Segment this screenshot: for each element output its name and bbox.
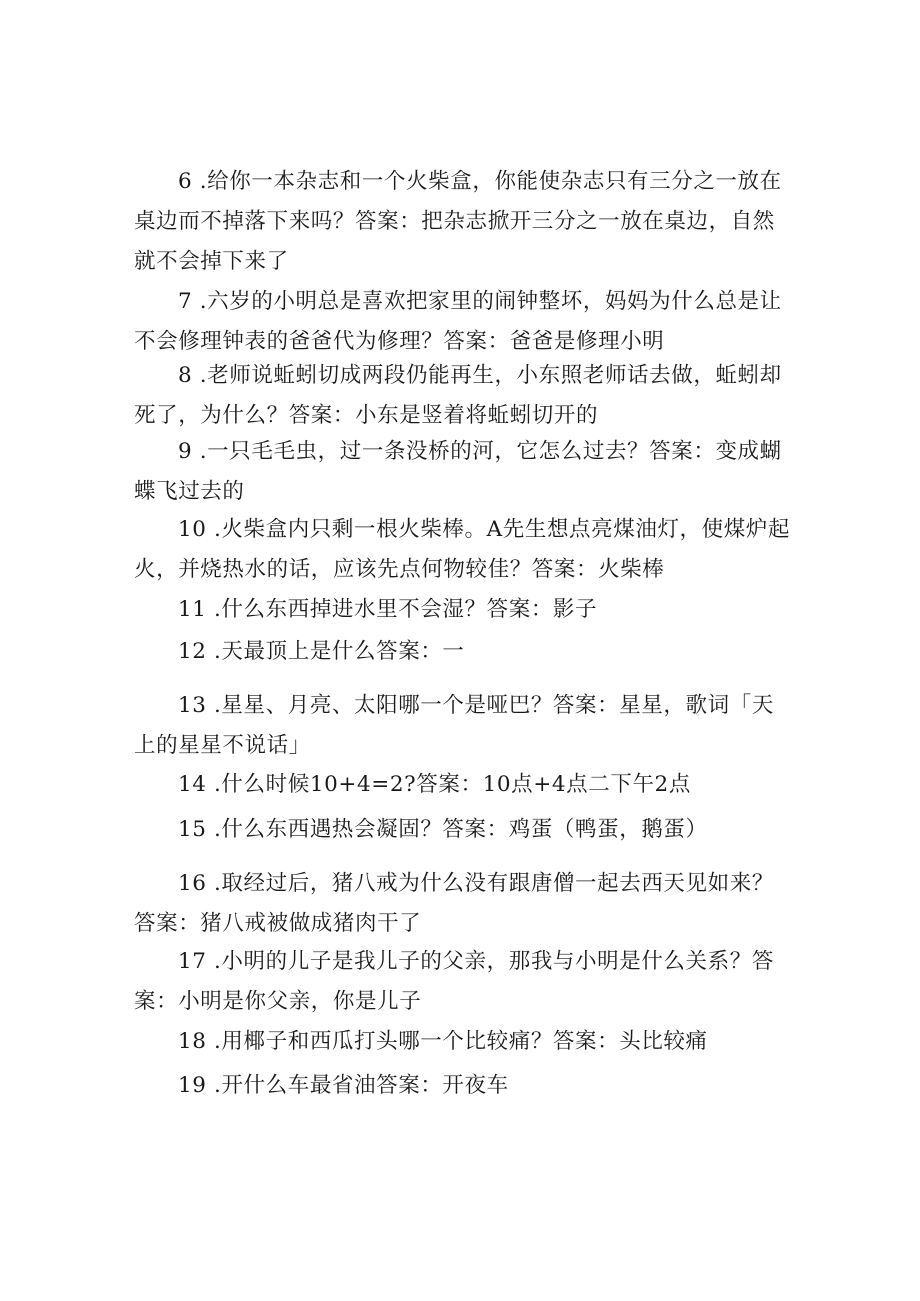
riddle-item-15: 15 .什么东西遇热会凝固？答案：鸡蛋（鸭蛋，鹅蛋） — [178, 817, 708, 842]
riddle-item-12: 12 .天最顶上是什么答案：一 — [178, 639, 465, 664]
riddle-item-17: 17 .小明的儿子是我儿子的父亲，那我与小明是什么关系？答案：小明是你父亲，你是儿子 — [134, 949, 774, 1014]
riddle-item-7: 7 .六岁的小明总是喜欢把家里的闹钟整坏，妈妈为什么总是让不会修理钟表的爸爸代为修理？答案：爸爸是修理小明 — [134, 289, 782, 354]
riddle-item-16: 16 .取经过后，猪八戒为什么没有跟唐僧一起去西天见如来？答案：猪八戒被做成猪肉干了 — [134, 871, 774, 936]
riddle-item-14: 14 .什么时候10+4=2?答案：10点+4点二下午2点 — [178, 772, 691, 797]
riddle-item-18: 18 .用椰子和西瓜打头哪一个比较痛？答案：头比较痛 — [178, 1029, 708, 1054]
riddle-item-13: 13 .星星、月亮、太阳哪一个是哑巴？答案：星星，歌词「天上的星星不说话」 — [134, 693, 774, 758]
riddle-item-10: 10 .火柴盒内只剩一根火柴棒。A先生想点亮煤油灯，使煤炉起火，并烧热水的话，应该先点何物较佳？答案：火柴棒 — [134, 517, 791, 582]
riddle-item-6: 6 .给你一本杂志和一个火柴盒，你能使杂志只有三分之一放在桌边而不掉落下来吗？答案：把杂志掀开三分之一放在桌边，自然就不会掉下来了 — [134, 169, 782, 274]
riddle-item-9: 9 .一只毛毛虫，过一条没桥的河，它怎么过去？答案：变成蝴蝶飞过去的 — [134, 439, 782, 504]
riddle-item-11: 11 .什么东西掉进水里不会湿？答案：影子 — [178, 597, 598, 622]
riddle-item-19: 19 .开什么车最省油答案：开夜车 — [178, 1073, 509, 1098]
riddle-item-8: 8 .老师说蚯蚓切成两段仍能再生，小东照老师话去做，蚯蚓却死了，为什么？答案：小东是竖着将蚯蚓切开的 — [134, 363, 782, 428]
